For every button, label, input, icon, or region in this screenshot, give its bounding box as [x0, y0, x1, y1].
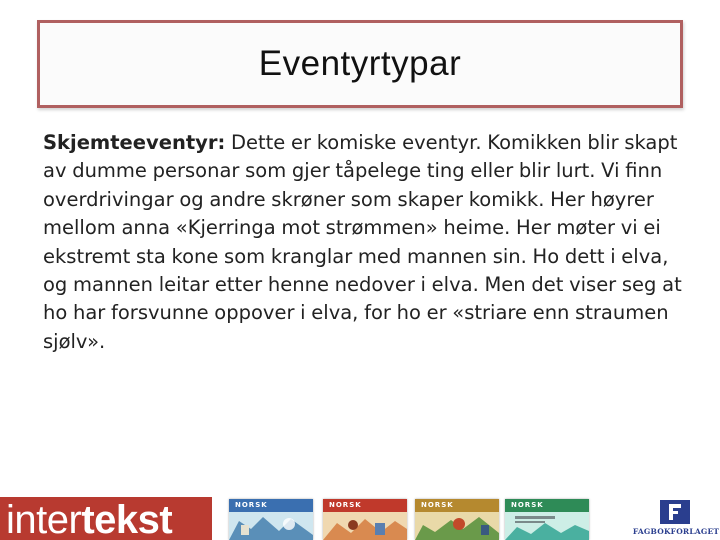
- body-paragraph: Dette er komiske eventyr. Komikken blir skapt av dumme personar som gjer tåpelege ting eller blir lurt. Vi finn overdrivingar og andre skrøner som skaper komikk. Her høyrer mellom anna «Kjerringa mot strømmen» heime. Her møter vi ei ekstremt sta kone som kranglar med mannen sin. Ho dett i elva, og mannen leitar etter henne nedover i elva. Men det viser seg at ho har forsvunne oppover i elva, for ho er «striare enn straumen sjølv».: [43, 131, 682, 353]
- book-cover-3: [415, 499, 499, 540]
- title-box: [37, 20, 683, 108]
- book-cover-2: [323, 499, 407, 540]
- publisher-name: FAGBOKFORLAGET: [632, 527, 720, 536]
- book-cover-label-1: NORSK: [235, 501, 268, 509]
- footer-bar: [0, 497, 720, 540]
- slide-body: [43, 129, 683, 356]
- logo-text-bold: tekst: [81, 498, 173, 540]
- body-lead-term: Skjemteeventyr:: [43, 131, 226, 154]
- fagbokforlaget-logo: [632, 497, 720, 540]
- publisher-mark-icon: [660, 500, 690, 524]
- logo-text: [6, 497, 172, 540]
- book-cover-label-4: NORSK: [511, 501, 544, 509]
- intertekst-logo: [0, 497, 212, 540]
- book-cover-4: [505, 499, 589, 540]
- book-cover-label-2: NORSK: [329, 501, 362, 509]
- book-cover-label-3: NORSK: [421, 501, 454, 509]
- logo-text-light: inter: [6, 498, 82, 540]
- book-cover-1: [229, 499, 313, 540]
- slide-title: Eventyrtypar: [258, 44, 462, 83]
